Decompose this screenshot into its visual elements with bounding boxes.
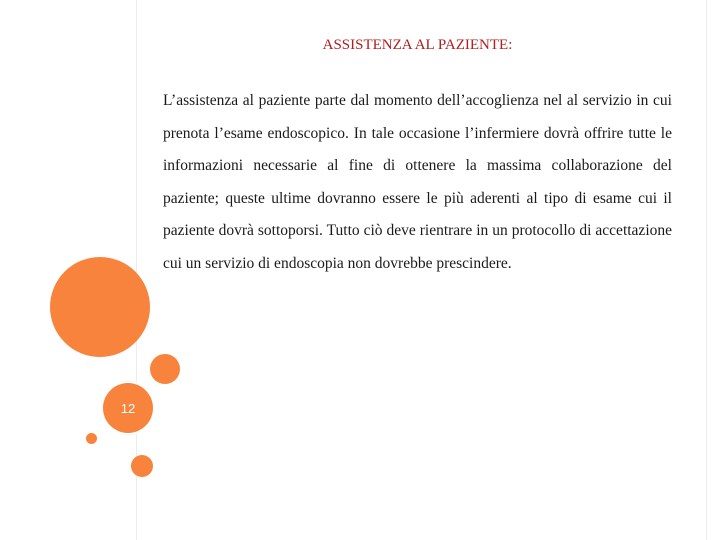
slide-title: ASSISTENZA AL PAZIENTE: [322, 37, 513, 53]
decorative-bottom-circle [131, 455, 153, 477]
slide-body-text: L’assistenza al paziente parte dal momento dell’accoglienza nel al servizio in cui prenota l’esame endoscopico. In tale occasione l’infermiere dovrà offrire tutte le informazioni necessarie al fine di ottenere la massima collaborazione del paziente; queste ultime dovranno essere le più aderenti al tipo di esame cui il paziente dovrà sottoporsi. Tutto ciò deve rientrare in un protocollo di accettazione cui un servizio di endoscopia non dovrebbe prescindere. [163, 92, 672, 272]
slide-number-badge [103, 383, 153, 433]
decorative-medium-circle [150, 354, 180, 384]
decorative-small-circle [86, 433, 97, 444]
right-border-line [706, 0, 707, 540]
slide-number: 12 [120, 400, 136, 416]
decorative-large-circle [50, 257, 150, 357]
